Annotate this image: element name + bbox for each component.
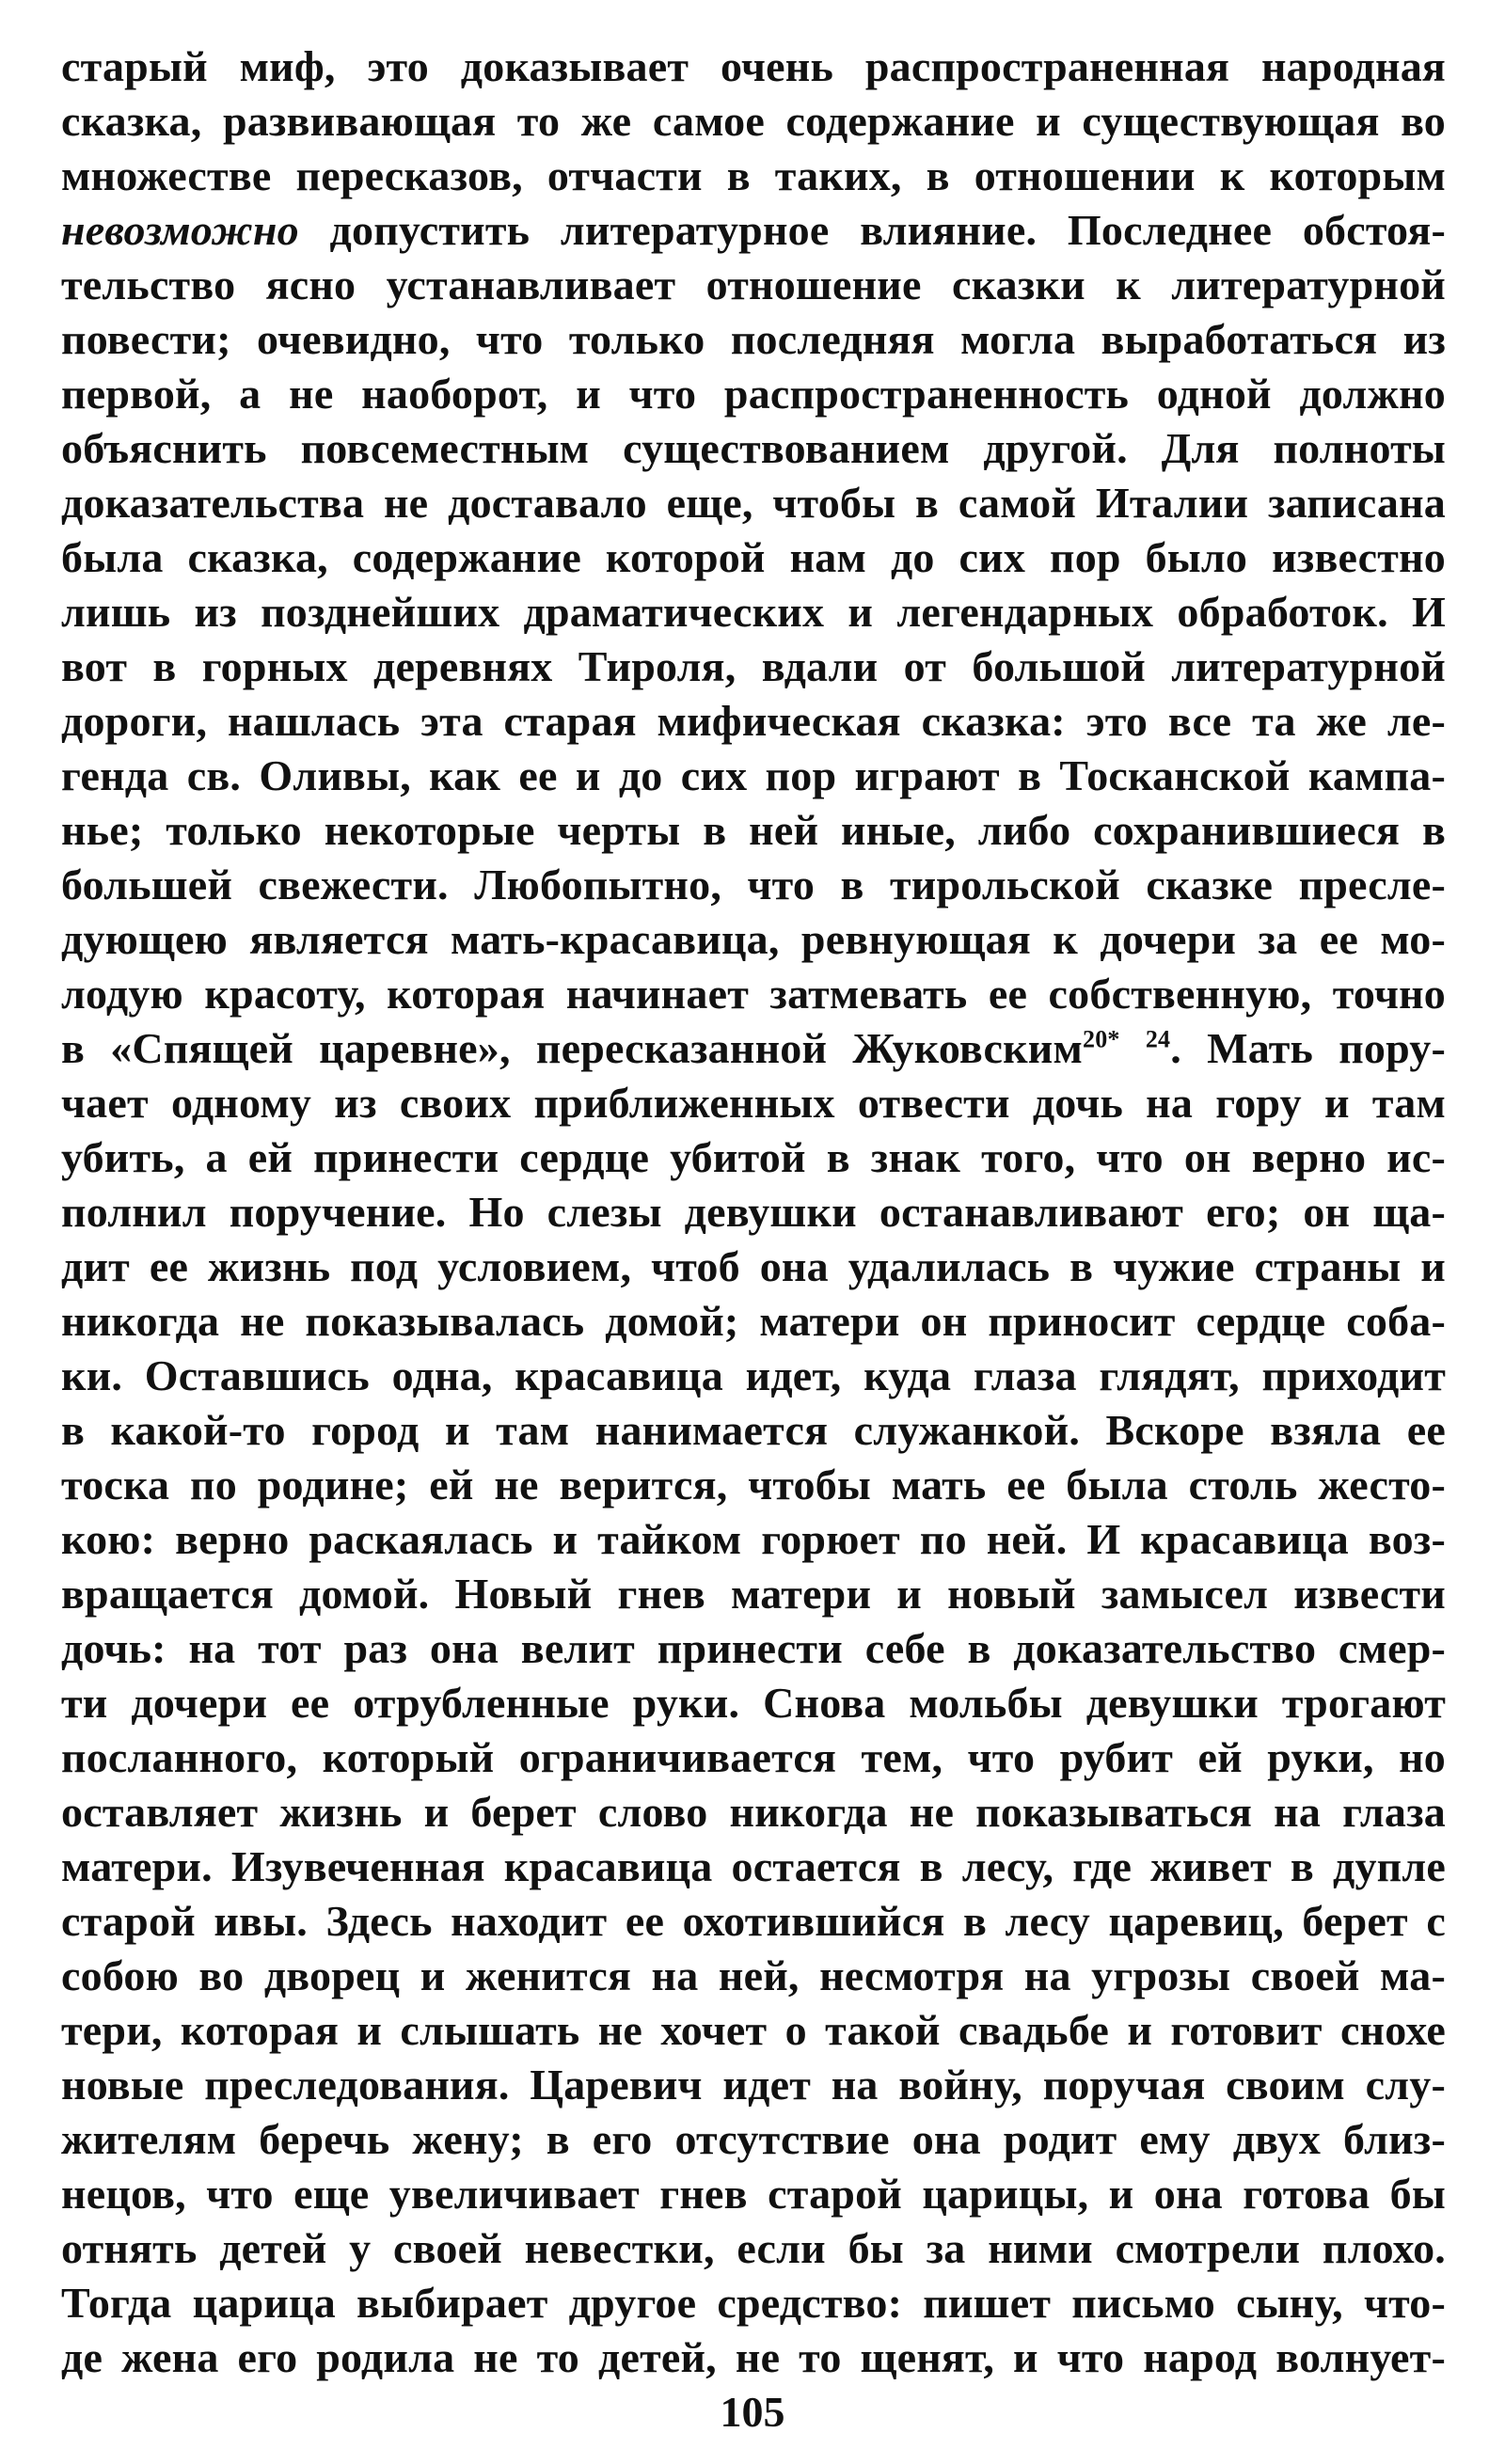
text-line: тери, которая и слышать не хочет о такой свадьбе и готовит снохе [61,2006,1446,2054]
text-line: собою во дворец и женится на ней, несмотря на угрозы своей ма- [61,1951,1446,1999]
text-line: дочь: на тот раз она велит принести себе в доказательство смер- [61,1624,1446,1672]
text-line: дороги, нашлась эта старая мифическая сказка: это все та же ле- [61,697,1446,745]
text-line: де жена его родила не то детей, не то щенят, и что народ волнует- [61,2333,1446,2381]
footnote-marker: 24 [1145,1025,1171,1053]
page-number: 105 [720,2388,785,2436]
text-line: посланного, который ограничивается тем, что рубит ей руки, но [61,1733,1446,1781]
text-line: старый миф, это доказывает очень распространенная народная [61,42,1446,90]
text-line: лишь из позднейших драматических и легендарных обработок. И [61,588,1446,636]
footnote-marker: 20* [1083,1025,1120,1053]
text-line: чает одному из своих приближенных отвести дочь на гору и там [61,1079,1446,1127]
text-line-start: в «Спящей царевне», пересказанной Жуковским [61,1024,1084,1072]
text-line: первой, а не наоборот, и что распространенность одной должно [61,370,1446,418]
text-line: матери. Изувеченная красавица остается в лесу, где живет в дупле [61,1842,1446,1890]
text-line: множестве пересказов, отчасти в таких, в отношении к которым [61,151,1446,199]
text-line: вращается домой. Новый гнев матери и новый замысел извести [61,1570,1446,1618]
text-line: доказательства не доставало еще, чтобы в самой Италии записана [61,479,1446,527]
text-line: убить, а ей принести сердце убитой в знак того, что он верно ис- [61,1133,1446,1181]
text-line: объяснить повсеместным существованием другой. Для полноты [61,424,1446,472]
text-line: отнять детей у своей невестки, если бы за ними смотрели плохо. [61,2224,1446,2272]
text-line [61,203,1446,258]
text-line: в какой-то город и там нанимается служанкой. Вскоре взяла ее [61,1406,1446,1454]
text-line: ки. Оставшись одна, красавица идет, куда глаза глядят, приходит [61,1351,1446,1399]
text-line: дит ее жизнь под условием, чтоб она удалилась в чужие страны и [61,1242,1446,1290]
text-line: новые преследования. Царевич идет на войну, поручая своим слу- [61,2061,1446,2109]
text-line: Тогда царица выбирает другое средство: пишет письмо сыну, что- [61,2279,1446,2327]
italic-word: невозможно [61,206,299,254]
text-line-rest: допустить литературное влияние. Последнее обстоя- [298,206,1446,254]
text-line: сказка, развивающая то же самое содержание и существующая во [61,97,1446,145]
text-line: старой ивы. Здесь находит ее охотившийся в лесу царевиц, берет с [61,1897,1446,1945]
text-line: жителям беречь жену; в его отсутствие она родит ему двух близ- [61,2115,1446,2163]
text-line: генда св. Оливы, как ее и до сих пор играют в Тосканской кампа- [61,751,1446,799]
text-line: оставляет жизнь и берет слово никогда не показываться на глаза [61,1788,1446,1836]
text-line: ти дочери ее отрубленные руки. Снова мольбы девушки трогают [61,1679,1446,1727]
text-line: лодую красоту, которая начинает затмевать ее собственную, точно [61,970,1446,1018]
text-line: кою: верно раскаялась и тайком горюет по ней. И красавица воз- [61,1515,1446,1563]
text-line: большей свежести. Любопытно, что в тирольской сказке пресле- [61,861,1446,908]
text-line: никогда не показывалась домой; матери он приносит сердце соба- [61,1297,1446,1345]
text-line: тоска по родине; ей не верится, чтобы мать ее была столь жесто- [61,1461,1446,1508]
text-line: тельство ясно устанавливает отношение сказки к литературной [61,261,1446,308]
text-line-rest: . Мать пору- [1170,1024,1446,1072]
text-line: повести; очевидно, что только последняя могла выработаться из [61,315,1446,363]
text-line: нье; только некоторые черты в ней иные, либо сохранившиеся в [61,806,1446,854]
text-line: нецов, что еще увеличивает гнев старой царицы, и она готова бы [61,2170,1446,2218]
text-line: вот в горных деревнях Тироля, вдали от большой литературной [61,642,1446,690]
text-line [61,1021,1446,1076]
text-line: дующею является мать-красавица, ревнующая к дочери за ее мо- [61,915,1446,963]
text-line: полнил поручение. Но слезы девушки останавливают его; он ща- [61,1188,1446,1236]
text-line: была сказка, содержание которой нам до сих пор было известно [61,533,1446,581]
